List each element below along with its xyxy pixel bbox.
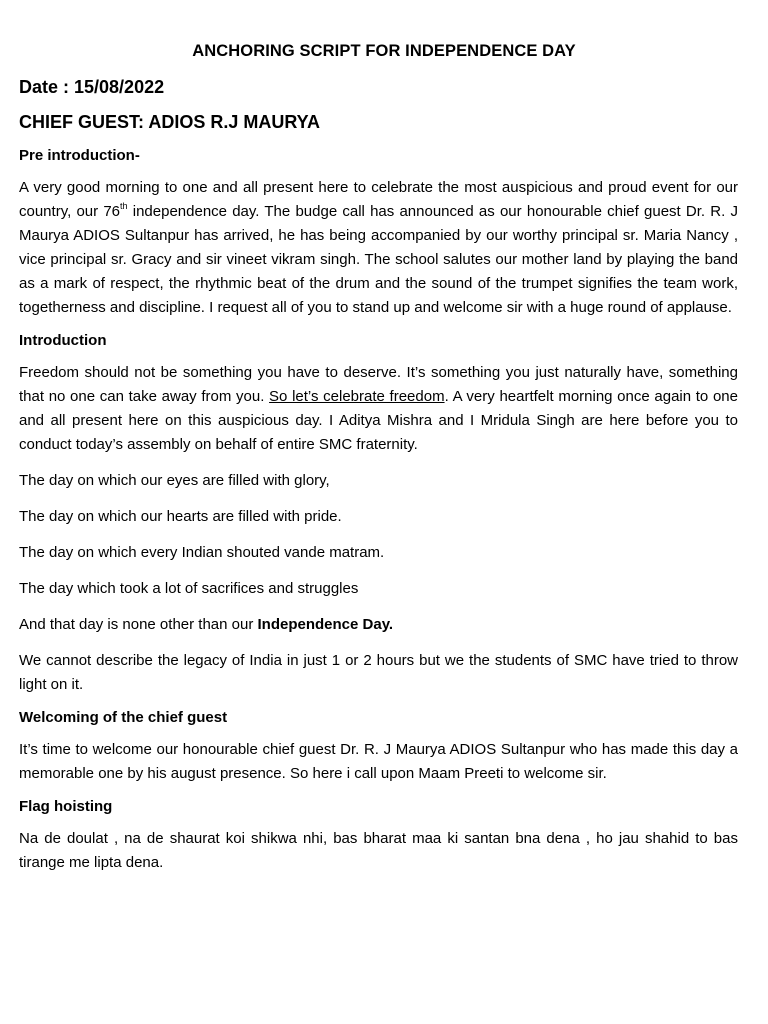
intro-text-rest: . A very heartfelt morning once again to one and all present here on this auspicious day. I Aditya Mishra and I Mridula Singh are here before you to conduct today’s assembly on behalf of entire SMC fraternity.	[19, 388, 738, 453]
intro-text-start: Freedom should not be something you have to deserve. It’s something you just naturally have, something that no one can take away from you.	[19, 364, 738, 405]
poem-line-5	[19, 613, 738, 637]
poem-line-5-text: And that day is none other than our	[19, 616, 258, 633]
pre-introduction-paragraph	[19, 176, 738, 320]
legacy-paragraph: We cannot describe the legacy of India in just 1 or 2 hours but we the students of SMC have tried to throw light on it.	[19, 652, 738, 693]
welcoming-paragraph: It’s time to welcome our honourable chief guest Dr. R. J Maurya ADIOS Sultanpur who has made this day a memorable one by his august presence. So here i call upon Maam Preeti to welcome sir.	[19, 741, 738, 782]
pre-introduction-heading: Pre introduction-	[19, 147, 140, 164]
welcoming-heading: Welcoming of the chief guest	[19, 709, 228, 726]
introduction-heading: Introduction	[19, 332, 107, 349]
flag-hoisting-paragraph: Na de doulat , na de shaurat koi shikwa nhi, bas bharat maa ki santan bna dena , ho jau shahid to bas tirange me lipta dena.	[19, 830, 738, 871]
document-title: ANCHORING SCRIPT FOR INDEPENDENCE DAY	[192, 42, 576, 60]
poem-line-1: The day on which our eyes are filled with glory,	[19, 472, 330, 489]
ordinal-suffix: th	[120, 201, 128, 211]
date-line: Date : 15/08/2022	[19, 77, 165, 97]
independence-day-bold: Independence Day.	[257, 616, 394, 633]
poem-line-2: The day on which our hearts are filled with pride.	[19, 508, 342, 525]
chief-guest-line: CHIEF GUEST: ADIOS R.J MAURYA	[19, 112, 321, 132]
poem-line-4: The day which took a lot of sacrifices and struggles	[19, 580, 359, 597]
flag-hoisting-heading: Flag hoisting	[19, 798, 113, 815]
poem-line-3: The day on which every Indian shouted vande matram.	[19, 544, 385, 561]
celebrate-freedom-underlined: So let’s celebrate freedom	[269, 388, 445, 405]
introduction-paragraph	[19, 361, 738, 457]
pre-intro-text-rest: independence day. The budge call has announced as our honourable chief guest Dr. R. J Maurya ADIOS Sultanpur has arrived, he has being accompanied by our worthy principal sr. Maria Nancy , vice principal sr. Gracy and sir vineet vikram singh. The school salutes our mother land by playing the band as a mark of respect, the rhythmic beat of the drum and the sound of the trumpet signifies the team work, togetherness and discipline. I request all of you to stand up and welcome sir with a huge round of applause.	[19, 203, 738, 316]
pre-intro-text-start: A very good morning to one and all present here to celebrate the most auspicious and proud event for our country, our 76	[19, 179, 738, 220]
